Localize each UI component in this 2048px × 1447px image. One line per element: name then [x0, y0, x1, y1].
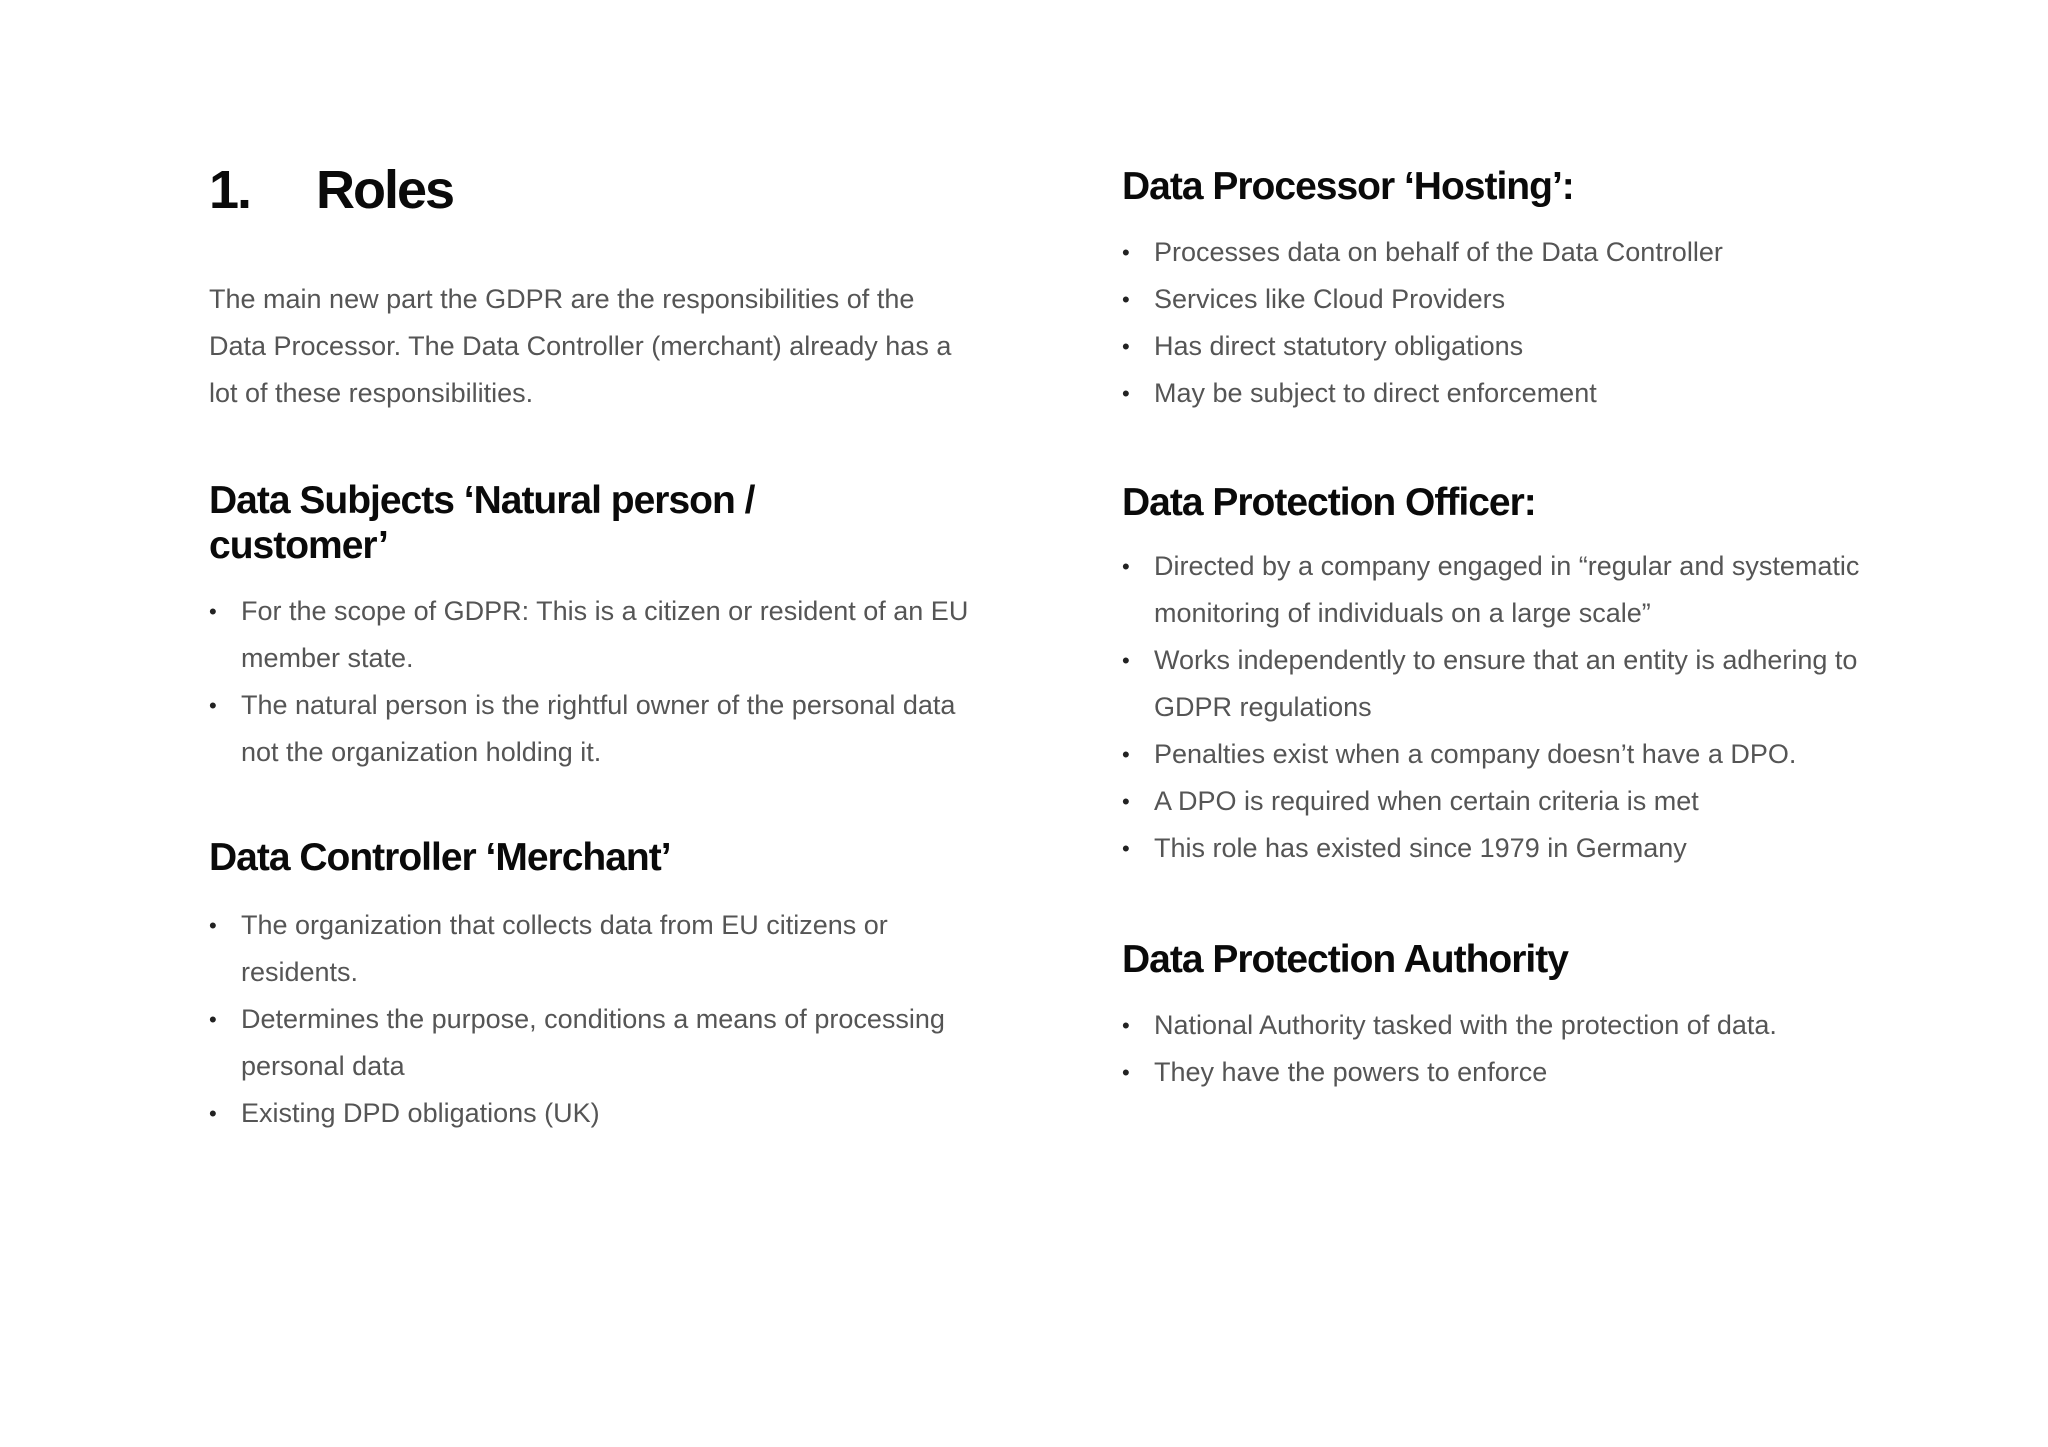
- bullet-icon: •: [1122, 742, 1130, 767]
- section-number: 1.: [209, 160, 251, 220]
- data-processor-list: [1122, 229, 1882, 417]
- heading-data-protection-officer: [1122, 480, 1536, 525]
- list-item-text: The organization that collects data from EU citizens or residents.: [241, 910, 888, 987]
- data-protection-officer-list: [1122, 543, 1882, 872]
- list-item: [1122, 543, 1882, 637]
- heading-data-protection-officer-text: Data Protection Officer:: [1122, 481, 1536, 524]
- list-item: [1122, 276, 1882, 323]
- list-item: [209, 902, 969, 996]
- bullet-icon: •: [1122, 334, 1130, 359]
- list-item: [1122, 323, 1882, 370]
- page-title: [209, 160, 453, 220]
- list-item-text: Services like Cloud Providers: [1154, 284, 1506, 314]
- section-title-text: Roles: [316, 160, 454, 220]
- bullet-icon: •: [1122, 648, 1130, 673]
- bullet-icon: •: [1122, 287, 1130, 312]
- heading-data-controller-text: Data Controller ‘Merchant’: [209, 836, 671, 879]
- heading-data-processor-text: Data Processor ‘Hosting’:: [1122, 165, 1574, 208]
- bullet-icon: •: [1122, 789, 1130, 814]
- list-item-text: Works independently to ensure that an entity is adhering to GDPR regulations: [1154, 645, 1858, 722]
- bullet-icon: •: [1122, 381, 1130, 406]
- list-item-text: This role has existed since 1979 in Germany: [1154, 833, 1687, 863]
- heading-data-protection-authority: [1122, 937, 1568, 982]
- list-item-text: Directed by a company engaged in “regular and systematic monitoring of individuals on a large scale”: [1154, 551, 1860, 628]
- list-item: [1122, 731, 1882, 778]
- bullet-icon: •: [209, 599, 217, 624]
- heading-data-protection-authority-text: Data Protection Authority: [1122, 938, 1568, 981]
- bullet-icon: •: [209, 913, 217, 938]
- list-item: [209, 682, 969, 776]
- heading-data-controller: [209, 835, 671, 880]
- list-item-text: Processes data on behalf of the Data Controller: [1154, 237, 1723, 267]
- list-item: [1122, 229, 1882, 276]
- data-subjects-list: [209, 588, 969, 776]
- heading-data-subjects-line2: customer’: [209, 524, 388, 567]
- list-item: [1122, 637, 1882, 731]
- list-item: [209, 588, 969, 682]
- list-item-text: Existing DPD obligations (UK): [241, 1098, 600, 1128]
- bullet-icon: •: [1122, 836, 1130, 861]
- list-item-text: Penalties exist when a company doesn’t have a DPO.: [1154, 739, 1797, 769]
- heading-data-subjects-line1: Data Subjects ‘Natural person /: [209, 479, 755, 522]
- bullet-icon: •: [1122, 1060, 1130, 1085]
- list-item-text: National Authority tasked with the protection of data.: [1154, 1010, 1777, 1040]
- bullet-icon: •: [1122, 240, 1130, 265]
- list-item: [1122, 1002, 1882, 1049]
- bullet-icon: •: [209, 1007, 217, 1032]
- data-controller-list: [209, 902, 969, 1137]
- data-protection-authority-list: [1122, 1002, 1882, 1096]
- list-item-text: May be subject to direct enforcement: [1154, 378, 1597, 408]
- list-item: [209, 1090, 969, 1137]
- intro-paragraph: The main new part the GDPR are the responsibilities of the Data Processor. The Data Controller (merchant) already has a lot of these responsibilities.: [209, 284, 952, 408]
- heading-data-processor: [1122, 164, 1574, 209]
- bullet-icon: •: [1122, 554, 1130, 579]
- list-item: [1122, 370, 1882, 417]
- list-item: [1122, 778, 1882, 825]
- list-item-text: Determines the purpose, conditions a means of processing personal data: [241, 1004, 945, 1081]
- list-item-text: The natural person is the rightful owner of the personal data not the organization holding it.: [241, 690, 956, 767]
- bullet-icon: •: [209, 693, 217, 718]
- heading-data-subjects: [209, 478, 755, 568]
- bullet-icon: •: [209, 1101, 217, 1126]
- list-item-text: Has direct statutory obligations: [1154, 331, 1524, 361]
- list-item: [209, 996, 969, 1090]
- list-item: [1122, 825, 1882, 872]
- list-item-text: A DPO is required when certain criteria is met: [1154, 786, 1699, 816]
- bullet-icon: •: [1122, 1013, 1130, 1038]
- list-item: [1122, 1049, 1882, 1096]
- list-item-text: They have the powers to enforce: [1154, 1057, 1548, 1087]
- list-item-text: For the scope of GDPR: This is a citizen or resident of an EU member state.: [241, 596, 969, 673]
